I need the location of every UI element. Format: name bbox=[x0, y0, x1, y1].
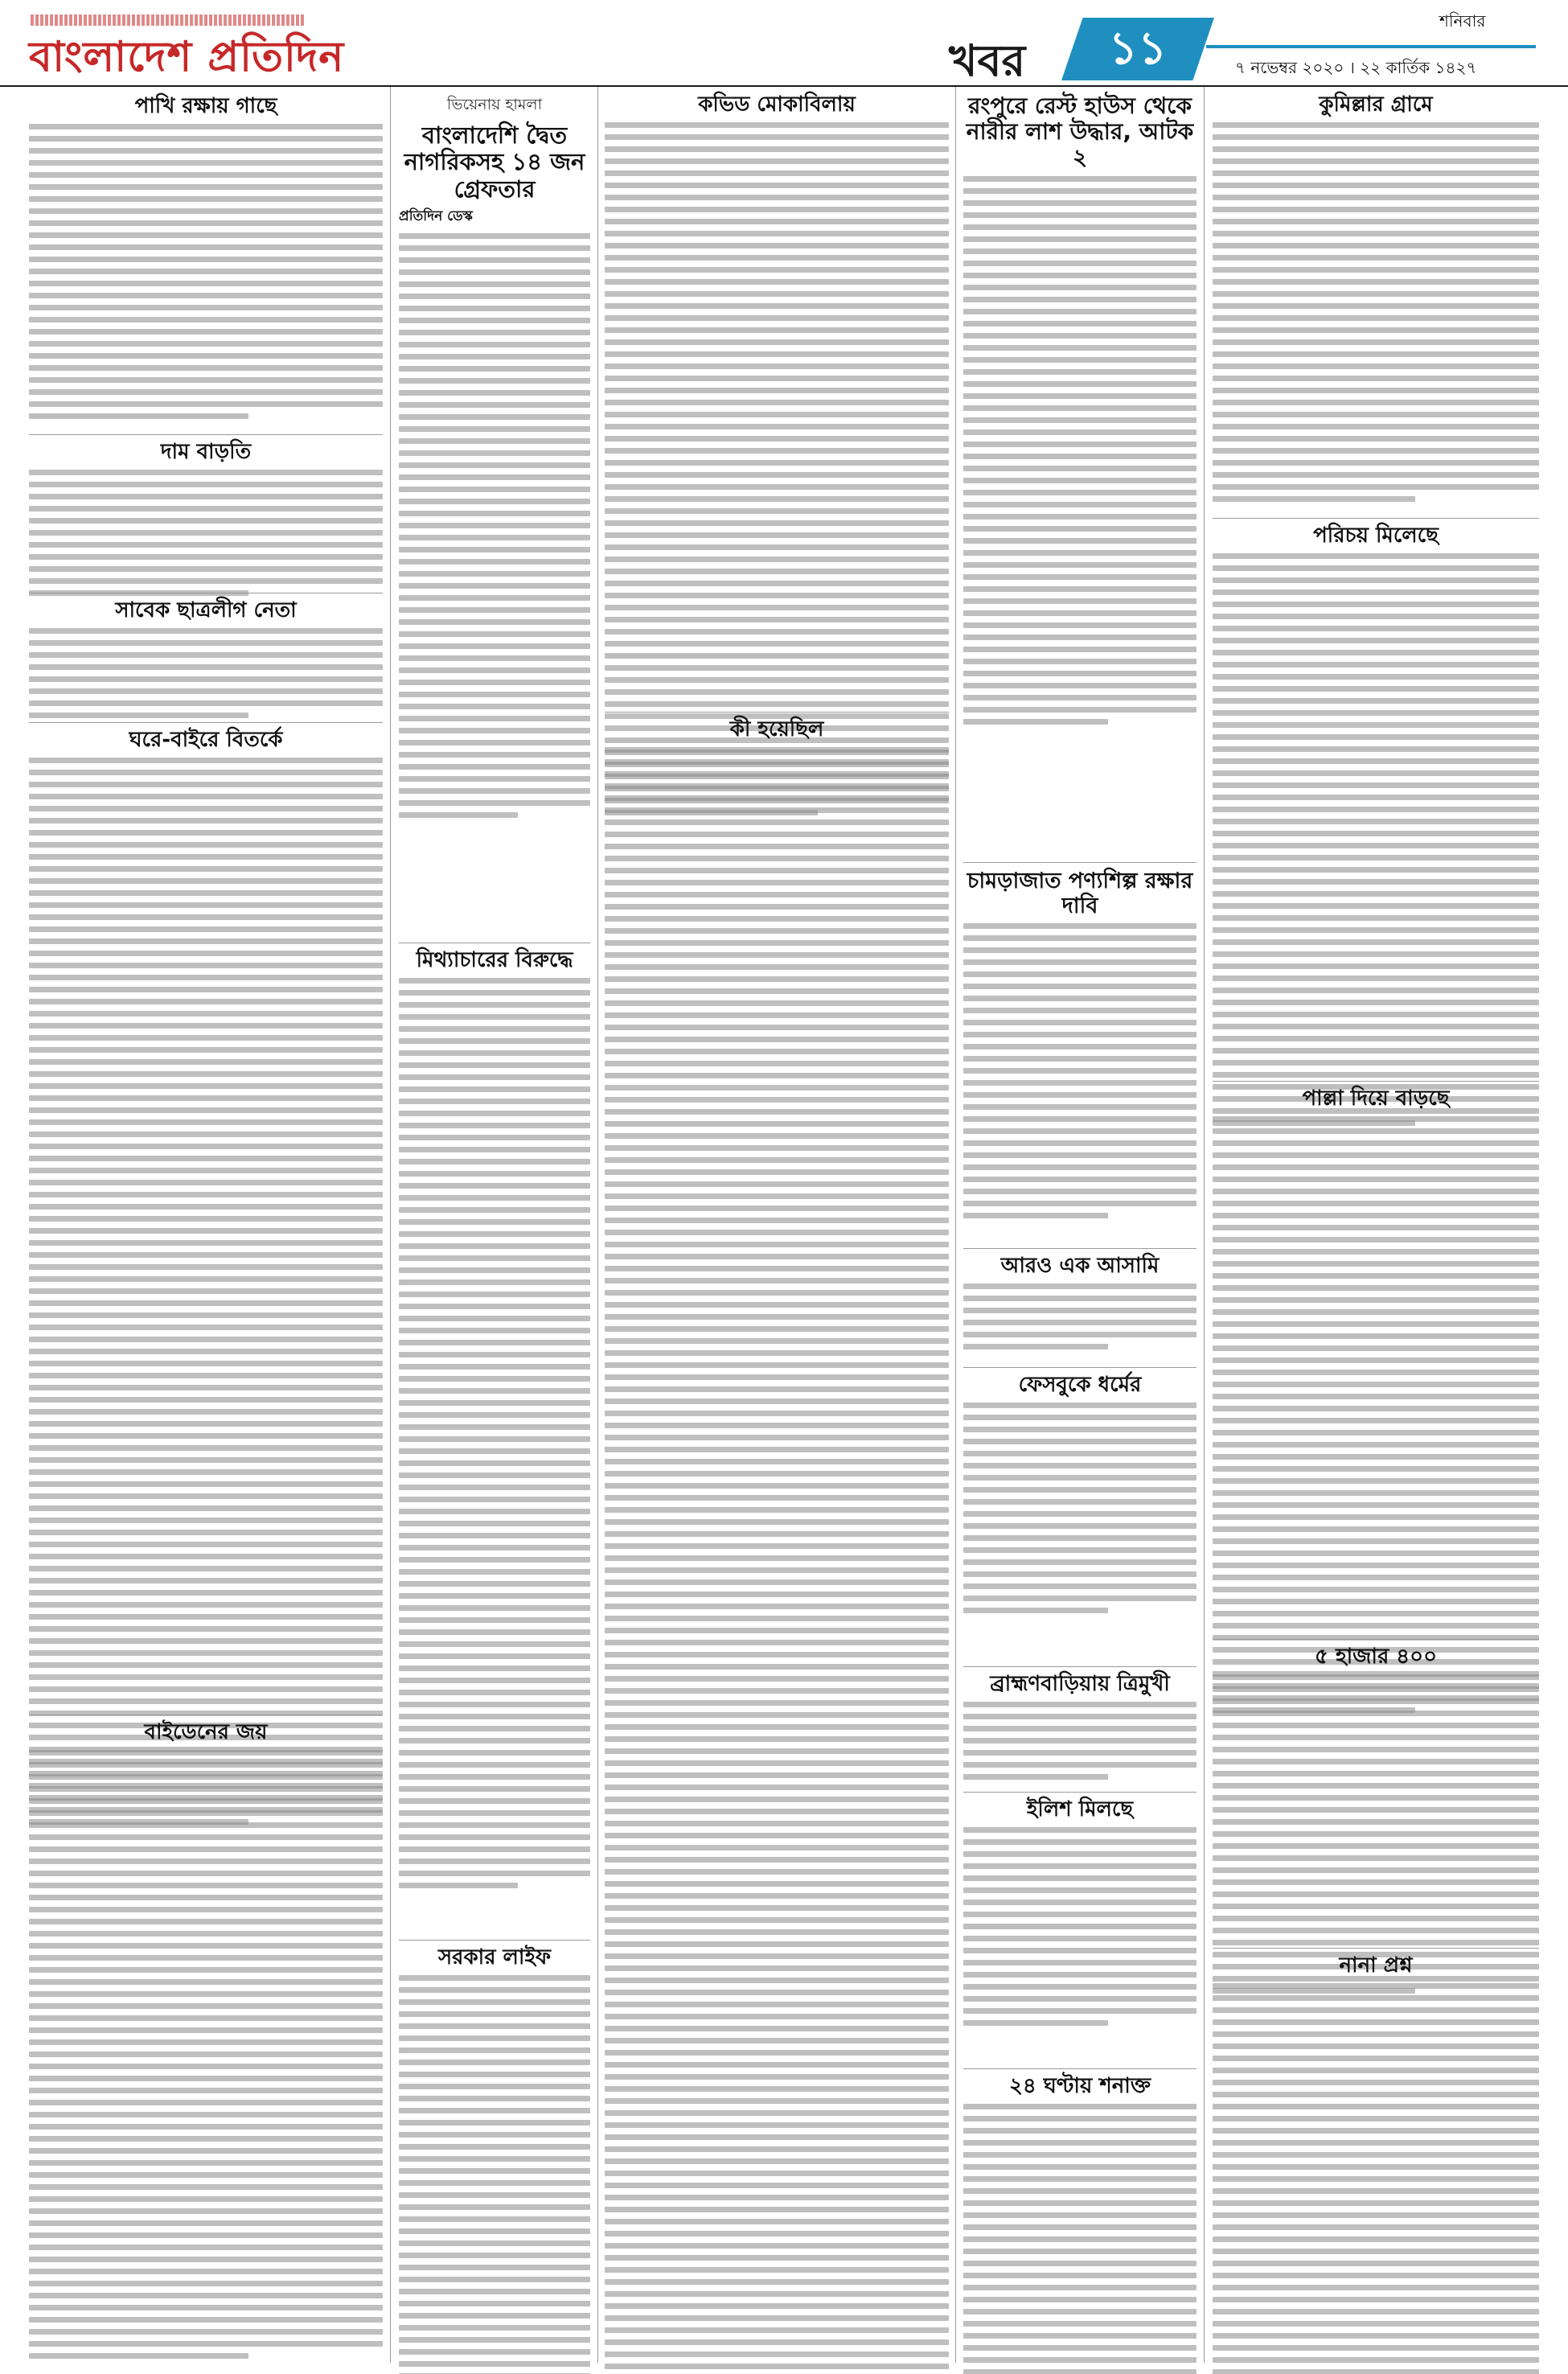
masthead-rule bbox=[1206, 45, 1536, 48]
column-rule bbox=[390, 87, 391, 2363]
headline: ইলিশ মিলছে bbox=[1026, 1797, 1134, 1822]
article-body bbox=[963, 176, 1197, 725]
separator bbox=[963, 862, 1197, 863]
article-body bbox=[963, 1284, 1197, 1349]
article-nana bbox=[1213, 1954, 1539, 2374]
headline: পাল্লা দিয়ে বাড়ছে bbox=[1302, 1086, 1450, 1111]
page-number: ১১ bbox=[1108, 23, 1168, 75]
article-mithya bbox=[399, 949, 590, 1895]
column-rule bbox=[955, 87, 956, 2363]
article-rangpur bbox=[963, 93, 1197, 731]
article-ghore-baire bbox=[29, 729, 383, 1831]
separator bbox=[1213, 518, 1539, 519]
article-biden bbox=[29, 1721, 383, 2365]
headline: ফেসবুকে ধর্মের bbox=[1018, 1373, 1142, 1397]
article-body bbox=[1213, 122, 1539, 502]
article-ek-asami bbox=[963, 1255, 1197, 1356]
article-porichoy bbox=[1213, 524, 1539, 1132]
separator bbox=[29, 722, 383, 723]
headline: ঘরে-বাইরে বিতর্কে bbox=[129, 728, 283, 752]
kicker: ভিয়েনায় হামলা bbox=[446, 96, 543, 113]
headline: কুমিল্লার গ্রামে bbox=[1319, 92, 1433, 117]
headline: নানা প্রশ্ন bbox=[1339, 1953, 1413, 1978]
headline: সাবেক ছাত্রলীগ নেতা bbox=[115, 598, 297, 622]
headline: কী হয়েছিল bbox=[729, 717, 824, 741]
article-vienna bbox=[399, 93, 590, 824]
separator bbox=[963, 1367, 1197, 1368]
article-body bbox=[399, 1975, 590, 2374]
article-body bbox=[605, 747, 949, 2374]
headline: পাখি রক্ষায় গাছে bbox=[134, 94, 277, 118]
headline: ২৪ ঘণ্টায় শনাক্ত bbox=[1008, 2074, 1151, 2098]
headline: ব্রাহ্মণবাড়িয়ায় ত্রিমুখী bbox=[990, 1672, 1170, 1696]
headline: ৫ হাজার ৪০০ bbox=[1315, 1645, 1437, 1669]
article-body bbox=[963, 1827, 1197, 2026]
masthead bbox=[0, 0, 1568, 87]
separator bbox=[963, 1666, 1197, 1667]
article-chhatraleague bbox=[29, 599, 383, 725]
article-facebook bbox=[963, 1374, 1197, 1620]
section-title: খবর bbox=[949, 35, 1026, 86]
separator bbox=[963, 2068, 1197, 2069]
headline: দাম বাড়তি bbox=[160, 440, 252, 464]
article-daam bbox=[29, 441, 383, 602]
article-covid bbox=[605, 93, 949, 822]
article-ilish bbox=[963, 1798, 1197, 2032]
issue-day: শনিবার bbox=[1439, 11, 1486, 31]
article-shanakto bbox=[963, 2075, 1197, 2374]
article-body bbox=[1213, 1674, 1539, 1994]
issue-date: ৭ নভেম্বর ২০২০ । ২২ কার্তিক ১৪২৭ bbox=[1235, 58, 1477, 77]
column-rule bbox=[1204, 87, 1205, 2363]
headline: চামড়াজাত পণ্যশিল্প রক্ষার দাবি bbox=[967, 869, 1193, 919]
headline: পরিচয় মিলেছে bbox=[1313, 524, 1439, 548]
article-body bbox=[29, 1750, 383, 2359]
headline: কভিড মোকাবিলায় bbox=[698, 92, 856, 117]
article-pakhi bbox=[29, 95, 383, 425]
headline: বাইডেনের জয় bbox=[144, 1720, 268, 1744]
article-body bbox=[29, 628, 383, 718]
article-body bbox=[963, 1403, 1197, 1613]
article-body bbox=[963, 1702, 1197, 1780]
separator bbox=[1213, 1948, 1539, 1949]
article-palla bbox=[1213, 1087, 1539, 1719]
separator bbox=[1213, 1639, 1539, 1640]
brand-name: বাংলাদেশ প্রতিদিন bbox=[29, 33, 345, 81]
article-brahmanbaria bbox=[963, 1673, 1197, 1786]
article-body bbox=[1213, 553, 1539, 1126]
headline: সরকার লাইফ bbox=[438, 1945, 551, 1969]
article-body bbox=[963, 923, 1197, 1218]
headline: বাংলাদেশি দ্বৈত নাগরিকসহ ১৪ জন গ্রেফতার bbox=[404, 121, 585, 203]
headline: আরও এক আসামি bbox=[1000, 1254, 1160, 1278]
article-body bbox=[29, 470, 383, 596]
article-cumilla bbox=[1213, 93, 1539, 508]
separator bbox=[399, 1940, 590, 1941]
article-body bbox=[963, 2104, 1197, 2374]
separator bbox=[29, 593, 383, 594]
separator bbox=[963, 1248, 1197, 1249]
column-rule bbox=[597, 87, 598, 2363]
article-body bbox=[1213, 1116, 1539, 1713]
article-body bbox=[399, 233, 590, 818]
separator bbox=[1213, 1081, 1539, 1082]
separator bbox=[963, 1792, 1197, 1793]
article-body bbox=[399, 978, 590, 1888]
article-sarkar bbox=[399, 1946, 590, 2374]
article-body bbox=[29, 124, 383, 419]
byline: প্রতিদিন ডেস্ক bbox=[399, 208, 473, 225]
article-body bbox=[1213, 1983, 1539, 2374]
article-5hajar bbox=[1213, 1645, 1539, 2000]
separator bbox=[605, 712, 949, 713]
headline: মিথ্যাচারের বিরুদ্ধে bbox=[416, 948, 573, 972]
article-ki-hoyechhilo bbox=[605, 718, 949, 2374]
article-chamra bbox=[963, 869, 1197, 1225]
separator bbox=[29, 434, 383, 435]
headline: রংপুরে রেস্ট হাউস থেকে নারীর লাশ উদ্ধার, আটক ২ bbox=[966, 92, 1194, 171]
article-body bbox=[29, 758, 383, 1825]
